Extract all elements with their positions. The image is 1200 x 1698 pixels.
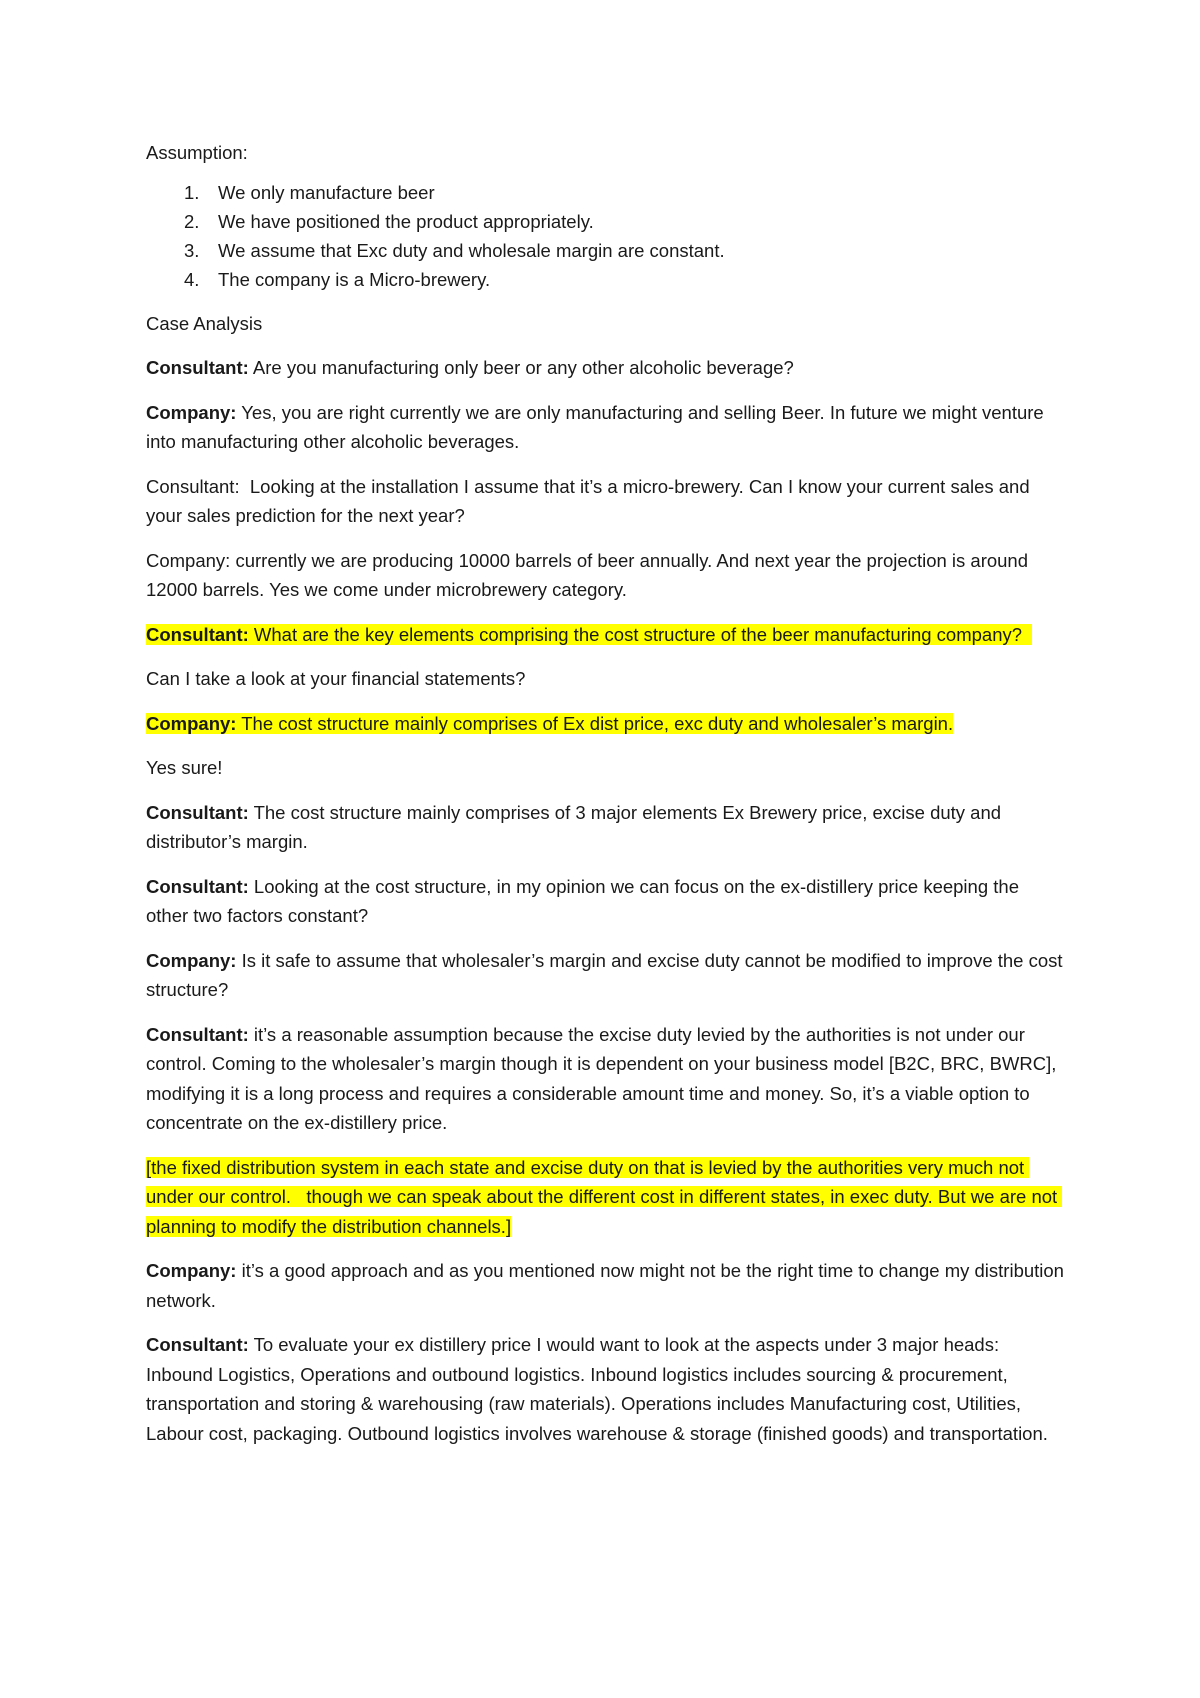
dialogue — [146, 353, 1070, 1448]
speaker-label: Consultant: — [146, 623, 249, 645]
assumption-text: We have positioned the product appropriately. — [218, 210, 594, 232]
assumption-text: The company is a Micro-brewery. — [218, 268, 491, 290]
dialogue-paragraph — [146, 664, 1066, 694]
dialogue-paragraph — [146, 1153, 1066, 1242]
dialogue-paragraph — [146, 472, 1066, 531]
speaker-label: Consultant: — [146, 801, 249, 823]
assumption-item — [146, 178, 1066, 207]
dialogue-paragraph — [146, 398, 1066, 457]
paragraph-text — [146, 1334, 1048, 1444]
speaker-label: Company: — [146, 949, 237, 971]
paragraph-text — [146, 950, 1068, 1001]
paragraph-text — [146, 757, 222, 778]
dialogue-paragraph — [146, 709, 1066, 739]
dialogue-paragraph — [146, 798, 1066, 857]
assumption-text: We only manufacture beer — [218, 181, 435, 203]
dialogue-paragraph — [146, 753, 1066, 783]
assumption-heading: Assumption: — [146, 142, 248, 163]
speaker-label: Consultant: — [146, 1334, 249, 1355]
paragraph-text — [146, 876, 1024, 927]
speech-text: Looking at the cost structure, in my opinion we can focus on the ex-distillery price keeping the other two factors constant? — [146, 875, 1025, 926]
paragraph-text — [146, 550, 1033, 601]
speech-text: To evaluate your ex distillery price I would want to look at the aspects under 3 major heads: Inbound Logistics, Operations and outbound logistics. Inbound logistics includes sourcing & procurement, transportation and storing & warehousing (raw materials). Operations includes Manufacturing cost, Utilities, Labour cost, packaging. Outbound logistics involves warehouse & storage (finished goods) and transportation. — [146, 1334, 1048, 1444]
assumptions-list — [146, 178, 1066, 294]
highlighted-text — [146, 624, 1032, 645]
speech-text: Is it safe to assume that wholesaler’s margin and excise duty cannot be modified to improve the cost structure? — [146, 949, 1068, 1000]
speech-text: Can I take a look at your financial statements? — [146, 668, 526, 689]
speech-text: Are you manufacturing only beer or any other alcoholic beverage? — [248, 357, 794, 378]
speaker-label: Company: — [146, 1260, 237, 1281]
assumption-item — [146, 236, 1066, 265]
speech-text: it’s a reasonable assumption because the excise duty levied by the authorities is not under our control. Coming to the wholesaler’s margin though it is dependent on your business model [B2C, BRC, BWRC], modifying it is a long process and requires a considerable amount time and money. So, it’s a viable option to concentrate on the ex-distillery price. — [146, 1023, 1062, 1133]
dialogue-paragraph — [146, 546, 1066, 605]
speaker-label: Consultant: — [146, 1023, 249, 1045]
speaker-label: Company: — [146, 712, 237, 734]
paragraph-text — [146, 802, 1006, 853]
highlighted-text — [146, 1157, 1062, 1237]
dialogue-paragraph — [146, 353, 1066, 383]
paragraph-text — [146, 402, 1049, 453]
list-number: 4. — [184, 268, 200, 290]
dialogue-paragraph — [146, 1330, 1066, 1448]
list-number: 1. — [184, 181, 200, 203]
speaker-label: Company: — [146, 401, 237, 423]
speech-text: The cost structure mainly comprises of Ex dist price, exc duty and wholesaler’s margin. — [236, 712, 954, 734]
speaker-label: Consultant: — [146, 357, 249, 378]
speaker-label: Consultant: — [146, 875, 249, 897]
speech-text: Consultant: Looking at the installation I assume that it’s a micro-brewery. Can I know your current sales and your sales prediction for the next year? — [146, 475, 1035, 526]
assumption-item — [146, 265, 1066, 294]
assumption-item — [146, 207, 1066, 236]
dialogue-paragraph — [146, 872, 1066, 931]
document-page — [146, 138, 1070, 1463]
list-number: 2. — [184, 210, 200, 232]
speech-text: Company: currently we are producing 10000 barrels of beer annually. And next year the projection is around 12000 barrels. Yes we come under microbrewery category. — [146, 549, 1034, 600]
dialogue-paragraph — [146, 1020, 1066, 1138]
paragraph-text — [146, 668, 525, 689]
speech-text: it’s a good approach and as you mentioned now might not be the right time to change my distribution network. — [146, 1260, 1070, 1311]
list-number: 3. — [184, 239, 200, 261]
speech-text: The cost structure mainly comprises of 3 major elements Ex Brewery price, excise duty and distributor’s margin. — [146, 801, 1007, 852]
speech-text: Yes, you are right currently we are only manufacturing and selling Beer. In future we might venture into manufacturing other alcoholic beverages. — [146, 401, 1049, 452]
paragraph-text — [146, 357, 794, 378]
dialogue-paragraph — [146, 1256, 1070, 1315]
paragraph-text — [146, 476, 1035, 527]
paragraph-text — [146, 1024, 1062, 1134]
dialogue-paragraph — [146, 946, 1066, 1005]
dialogue-paragraph — [146, 620, 1066, 650]
speech-text: Yes sure! — [146, 757, 223, 778]
paragraph-text — [146, 1260, 1069, 1311]
case-analysis-heading: Case Analysis — [146, 312, 263, 334]
speech-text: [the fixed distribution system in each state and excise duty on that is levied by the authorities very much not under our control. though we can speak about the different cost in different states, in exec duty. But we are not planning to modify the distribution channels.] — [146, 1156, 1063, 1237]
assumption-text: We assume that Exc duty and wholesale margin are constant. — [218, 239, 725, 261]
speech-text: What are the key elements comprising the cost structure of the beer manufacturing company? — [248, 623, 1033, 645]
highlighted-text — [146, 713, 953, 734]
